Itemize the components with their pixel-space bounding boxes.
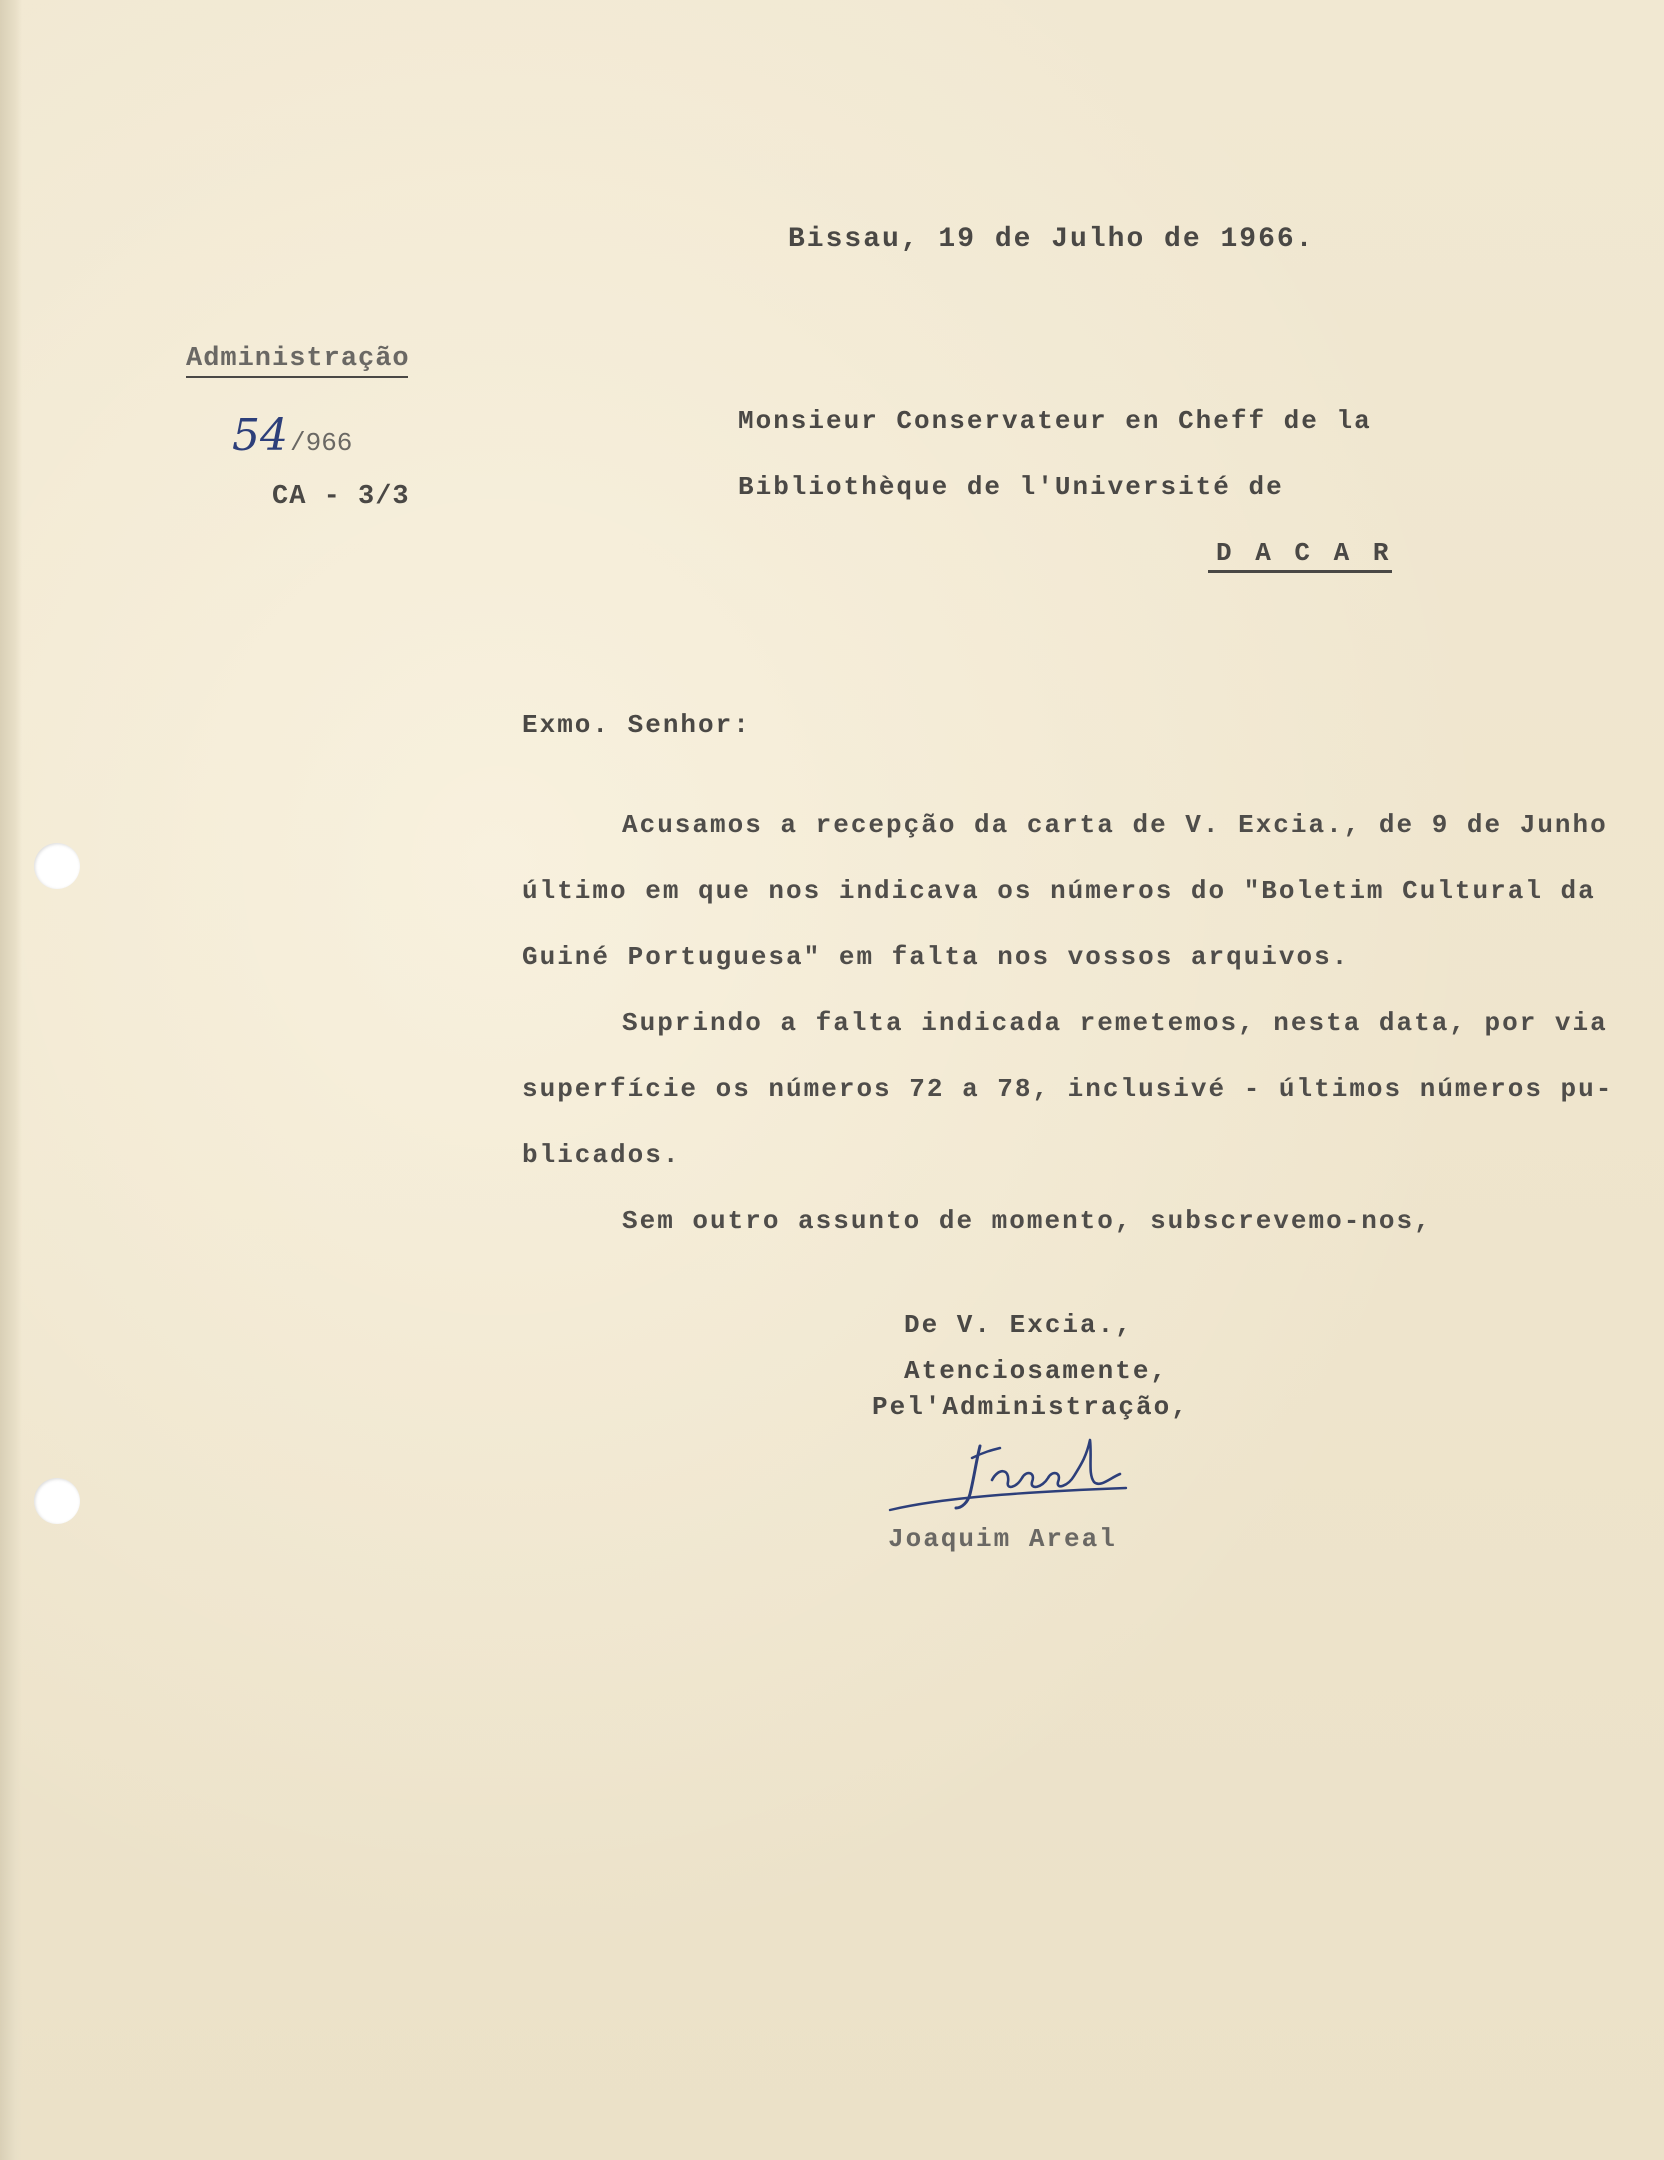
salutation: Exmo. Senhor: <box>522 710 751 740</box>
recipient-city: D A C A R <box>1216 538 1393 568</box>
date-line: Bissau, 19 de Julho de 1966. <box>788 224 1315 255</box>
signatory-name: Joaquim Areal <box>888 1524 1117 1554</box>
body-line-6: blicados. <box>522 1140 681 1170</box>
body-line-3: Guiné Portuguesa" em falta nos vossos arquivos. <box>522 942 1350 972</box>
closing-line-3: Pel'Administração, <box>872 1392 1189 1422</box>
department-label: Administração <box>186 344 410 374</box>
punch-hole-bottom <box>34 1478 80 1524</box>
recipient-line-1: Monsieur Conservateur en Cheff de la <box>738 406 1372 436</box>
body-line-5: superfície os números 72 a 78, inclusivé - últimos números pu- <box>522 1074 1614 1104</box>
body-line-2: último em que nos indicava os números do "Boletim Cultural da <box>522 876 1596 906</box>
closing-line-1: De V. Excia., <box>904 1310 1133 1340</box>
paper-edge <box>0 0 22 2160</box>
body-line-1: Acusamos a recepção da carta de V. Excia., de 9 de Junho <box>622 810 1608 840</box>
reference-year: /966 <box>290 428 353 458</box>
handwritten-signature <box>880 1428 1170 1528</box>
reference-number-handwritten: 54 <box>232 410 288 461</box>
body-line-7: Sem outro assunto de momento, subscrevemo-nos, <box>622 1206 1432 1236</box>
recipient-line-2: Bibliothèque de l'Université de <box>738 472 1284 502</box>
recipient-city-underline <box>1208 570 1392 573</box>
body-line-4: Suprindo a falta indicada remetemos, nesta data, por via <box>622 1008 1608 1038</box>
reference-code: CA - 3/3 <box>272 482 410 512</box>
department-underline <box>186 376 408 378</box>
punch-hole-top <box>34 843 80 889</box>
closing-line-2: Atenciosamente, <box>904 1356 1169 1386</box>
